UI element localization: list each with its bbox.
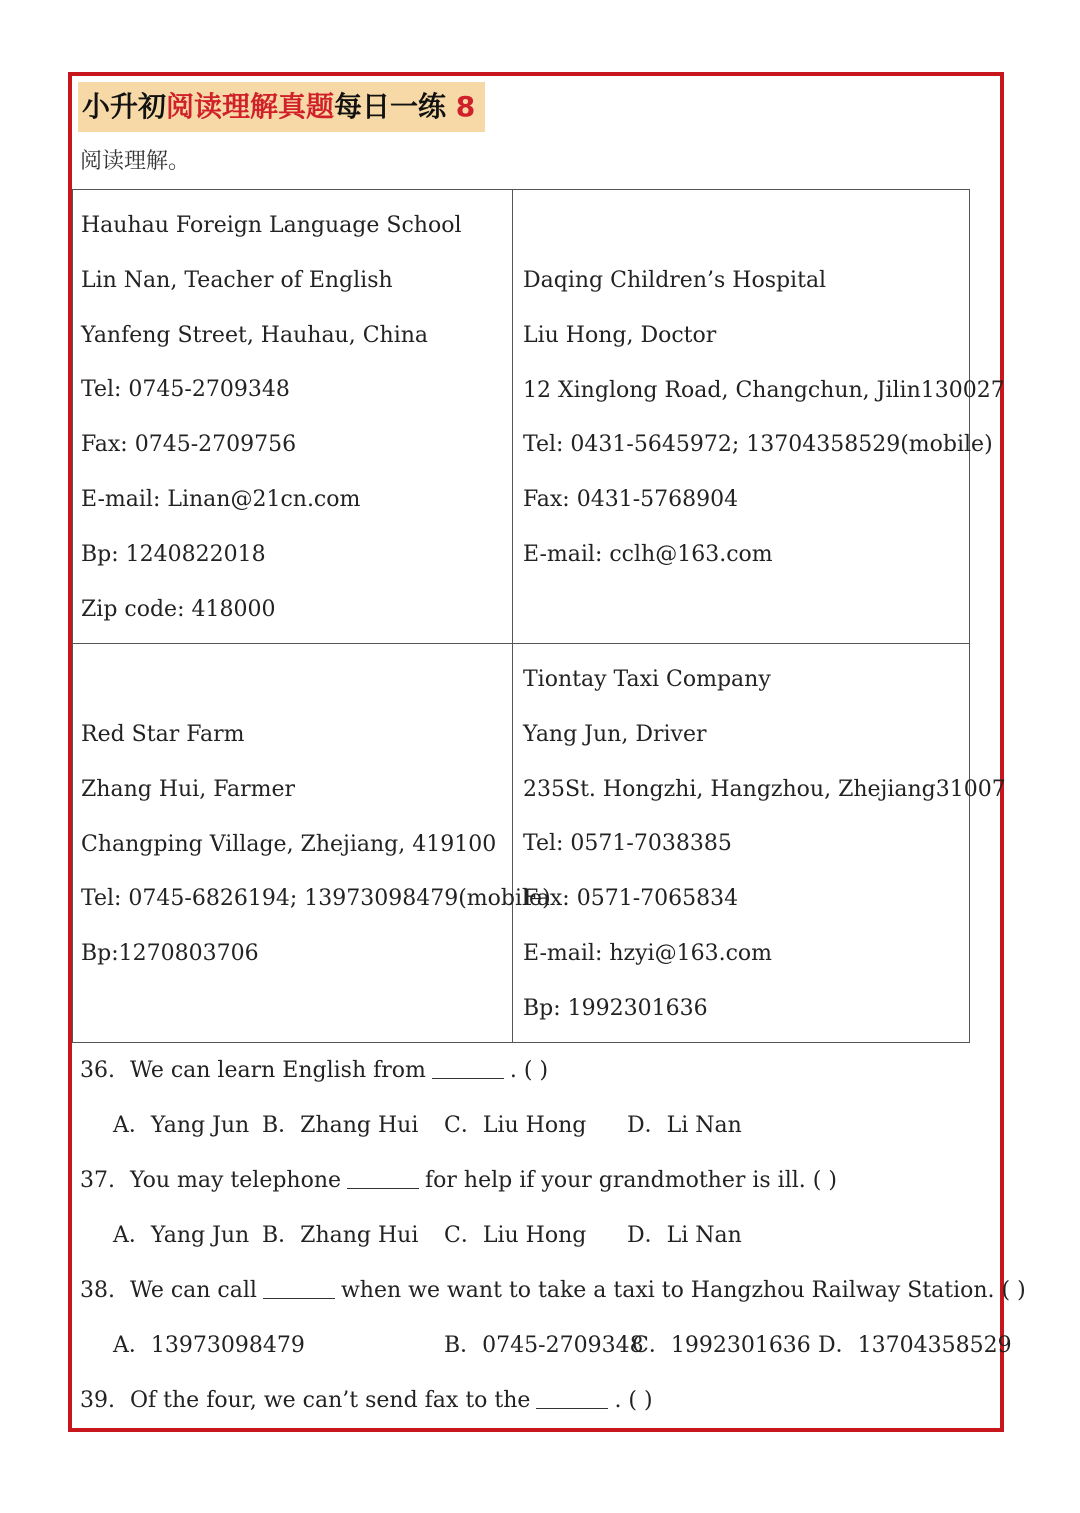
card-line: Tel: 0745-6826194; 13973098479(mobile) — [81, 886, 551, 912]
card-line: Bp: 1992301636 — [523, 995, 708, 1021]
option-37-d[interactable]: D．Li Nan — [627, 1223, 742, 1248]
card-line: Daqing Children’s Hospital — [523, 268, 827, 293]
option-38-d[interactable]: D．13704358529 — [818, 1333, 1012, 1358]
card-line: Liu Hong, Doctor — [523, 322, 717, 348]
question-text: . ( ) — [509, 1058, 549, 1083]
question-text: You may telephone — [130, 1168, 342, 1193]
card-line: Hauhau Foreign Language School — [81, 213, 462, 238]
card-line: Yanfeng Street, Hauhau, China — [81, 322, 429, 348]
card-line: 12 Xinglong Road, Changchun, Jilin130027 — [523, 377, 1005, 403]
page-title — [78, 82, 485, 132]
card-line: E-mail: Linan@21cn.com — [81, 486, 361, 512]
option-38-a[interactable]: A．13973098479 — [113, 1333, 305, 1358]
card-line: Tel: 0431-5645972; 13704358529(mobile) — [523, 432, 993, 458]
table-row — [73, 644, 970, 1043]
option-36-d[interactable]: D．Li Nan — [627, 1113, 742, 1138]
question-text: . ( ) — [614, 1388, 653, 1413]
title-part-2: 阅读理解真题 — [166, 90, 335, 123]
card-line: Zip code: 418000 — [81, 596, 276, 622]
card-line: Fax: 0745-2709756 — [81, 432, 297, 458]
question-text: We can call — [130, 1278, 257, 1303]
card-line: Yang Jun, Driver — [523, 721, 707, 747]
card-line: Fax: 0431-5768904 — [523, 487, 739, 513]
card-line: Fax: 0571-7065834 — [523, 886, 739, 912]
card-line: Tel: 0571-7038385 — [523, 831, 732, 857]
card-line: E-mail: cclh@163.com — [523, 541, 773, 567]
question-text: when we want to take a taxi to Hangzhou Railway Station. ( ) — [340, 1278, 1026, 1303]
question-39 — [80, 1374, 653, 1428]
card-line: Bp:1270803706 — [81, 941, 259, 967]
option-37-a[interactable]: A．Yang Jun — [113, 1223, 250, 1248]
option-36-b[interactable]: B．Zhang Hui — [262, 1113, 419, 1138]
question-38 — [80, 1264, 1026, 1318]
answer-blank[interactable] — [263, 1274, 335, 1299]
card-line: 235St. Hongzhi, Hangzhou, Zhejiang31007 — [523, 776, 1006, 802]
card-line: E-mail: hzyi@163.com — [523, 940, 772, 966]
option-37-b[interactable]: B．Zhang Hui — [262, 1223, 419, 1248]
question-text: Of the four, we can’t send fax to the — [130, 1388, 531, 1413]
card-line: Tel: 0745-2709348 — [81, 377, 290, 403]
option-36-a[interactable]: A．Yang Jun — [113, 1113, 250, 1138]
title-part-1: 小升初 — [82, 90, 167, 123]
card-line: Zhang Hui, Farmer — [81, 776, 295, 802]
card-school — [73, 190, 513, 644]
question-number: 37. — [80, 1168, 115, 1193]
answer-blank[interactable] — [432, 1054, 504, 1079]
business-cards-table — [72, 189, 1006, 1043]
question-37 — [80, 1154, 837, 1208]
card-line: Bp: 1240822018 — [81, 541, 266, 567]
question-number: 39. — [80, 1388, 115, 1413]
card-line: Lin Nan, Teacher of English — [81, 267, 393, 293]
option-38-b[interactable]: B．0745-2709348 — [444, 1333, 644, 1358]
option-37-c[interactable]: C．Liu Hong — [444, 1223, 587, 1248]
answer-blank[interactable] — [536, 1384, 608, 1409]
instruction: 阅读理解。 — [80, 149, 191, 174]
card-taxi — [513, 644, 1006, 1043]
card-hospital — [513, 190, 1005, 644]
title-number: 8 — [455, 90, 476, 123]
question-text: for help if your grandmother is ill. ( ) — [425, 1168, 837, 1193]
question-number: 36. — [80, 1058, 115, 1083]
question-text: We can learn English from — [130, 1058, 426, 1083]
card-line: Red Star Farm — [81, 722, 245, 747]
card-line: Tiontay Taxi Company — [523, 667, 771, 692]
question-number: 38. — [80, 1278, 115, 1303]
answer-blank[interactable] — [347, 1164, 419, 1189]
card-line: Changping Village, Zhejiang, 419100 — [81, 831, 497, 857]
table-row — [73, 190, 970, 644]
option-38-c[interactable]: C．1992301636 — [632, 1333, 811, 1358]
option-36-c[interactable]: C．Liu Hong — [444, 1113, 587, 1138]
title-part-3: 每日一练 — [334, 90, 447, 123]
card-farm — [73, 644, 551, 1043]
question-36 — [80, 1044, 548, 1098]
